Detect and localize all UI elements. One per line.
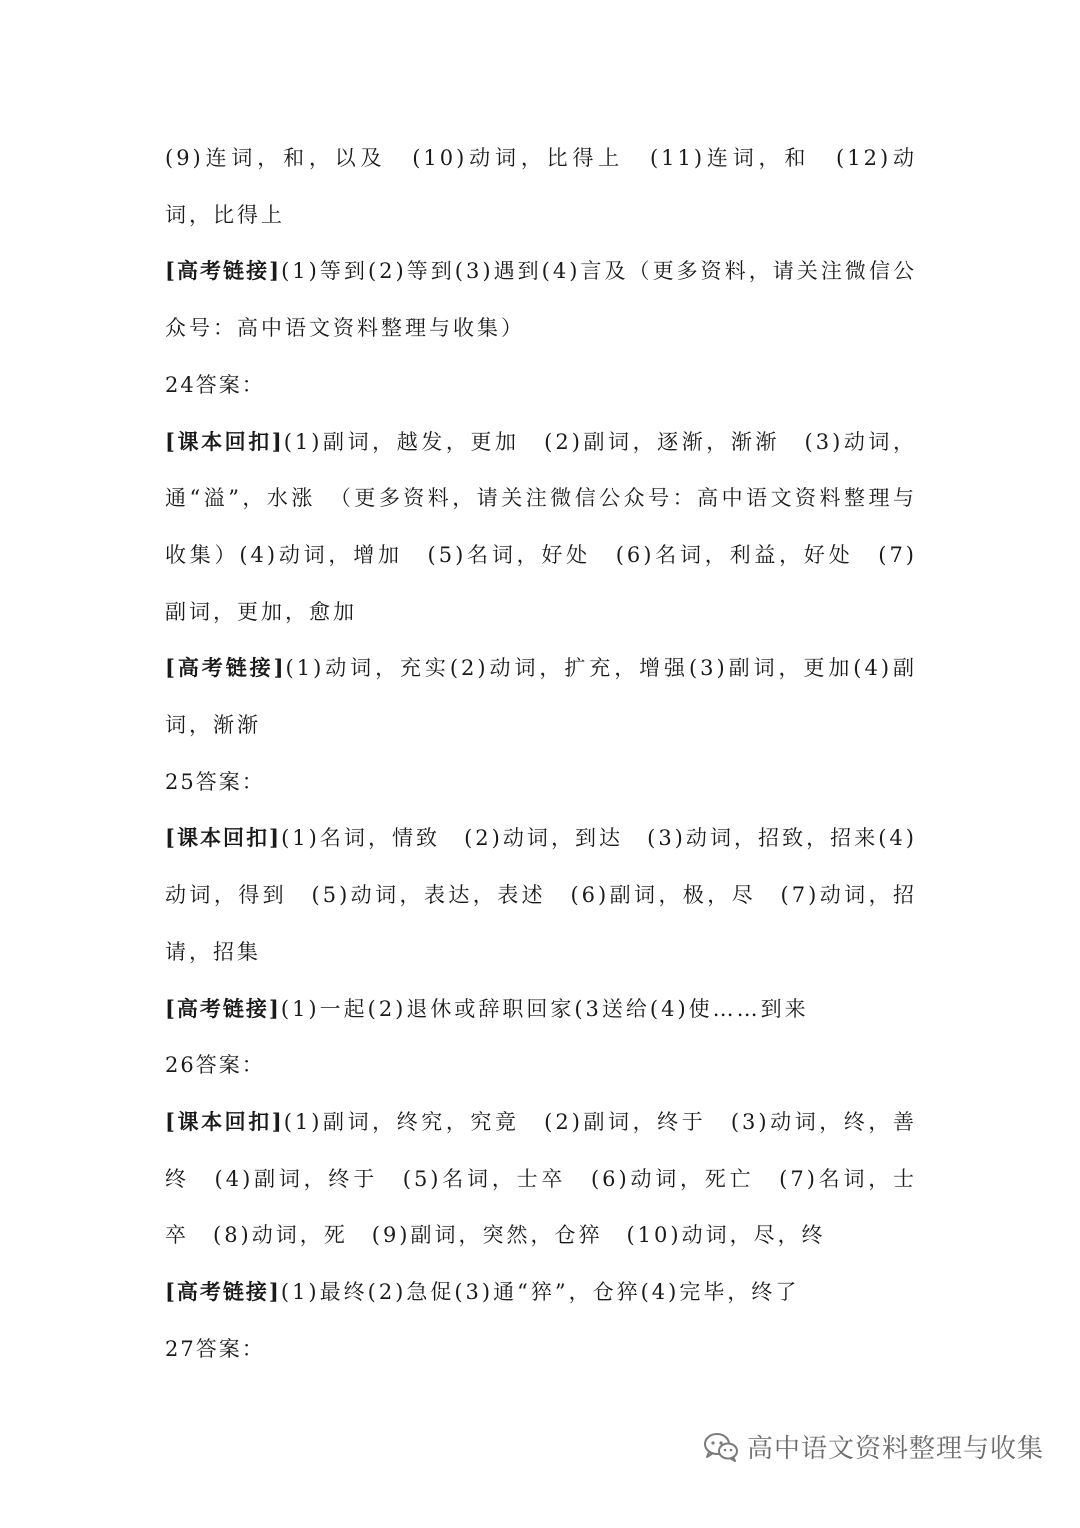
wechat-watermark [703,1428,1044,1465]
textbook-recall-25: [课本回扣](1)名词，情致 (2)动词，到达 (3)动词，招致，招来(4)动词，得到 (5)动词，表达，表述 (6)副词，极，尽 (7)动词，招请，招集 [165,825,917,964]
answer-heading-24: 24答案： [165,372,265,397]
gaokao-link-25: [高考链接](1)一起(2)退休或辞职回家(3送给(4)使……到来 [165,995,809,1021]
answer-line-23-continued: (9)连词，和，以及 (10)动词，比得上 (11)连词，和 (12)动词，比得上 [165,146,917,227]
watermark-text: 高中语文资料整理与收集 [746,1434,1044,1464]
gaokao-link-23: [高考链接](1)等到(2)等到(3)遇到(4)言及（更多资料，请关注微信公众号：高中语文资料整理与收集） [165,258,917,341]
textbook-recall-tag: [课本回扣] [165,1108,284,1134]
gaokao-link-24: [高考链接](1)动词，充实(2)动词，扩充，增强(3)副词，更加(4)副词，渐渐 [165,655,917,738]
gaokao-link-26: [高考链接](1)最终(2)急促(3)通“猝”，仓猝(4)完毕，终了 [165,1279,800,1305]
textbook-recall-tag: [课本回扣] [165,825,282,851]
answer-heading-25: 25答案： [165,769,265,794]
answer-content [165,130,917,1377]
gaokao-link-tag: [高考链接] [165,1279,281,1305]
wechat-icon [703,1432,739,1462]
textbook-recall-24: [课本回扣](1)副词，越发，更加 (2)副词，逐渐，渐渐 (3)动词，通“溢”，水涨 （更多资料，请关注微信公众号：高中语文资料整理与收集）(4)动词，增加 (5)名词，好处 (6)名词，利益，好处 (7)副词，更加，愈加 [165,428,917,624]
gaokao-link-tag: [高考链接] [165,655,286,681]
textbook-recall-26: [课本回扣](1)副词，终究，究竟 (2)副词，终于 (3)动词，终，善终 (4)副词，终于 (5)名词，士卒 (6)动词，死亡 (7)名词，士卒 (8)动词，死 (9)副词，突然，仓猝 (10)动词，尽，终 [165,1108,917,1248]
answer-heading-26: 26答案： [165,1053,265,1078]
answer-heading-27: 27答案： [165,1336,265,1361]
gaokao-link-tag: [高考链接] [165,258,282,284]
textbook-recall-tag: [课本回扣] [165,428,284,454]
gaokao-link-tag: [高考链接] [165,995,281,1021]
